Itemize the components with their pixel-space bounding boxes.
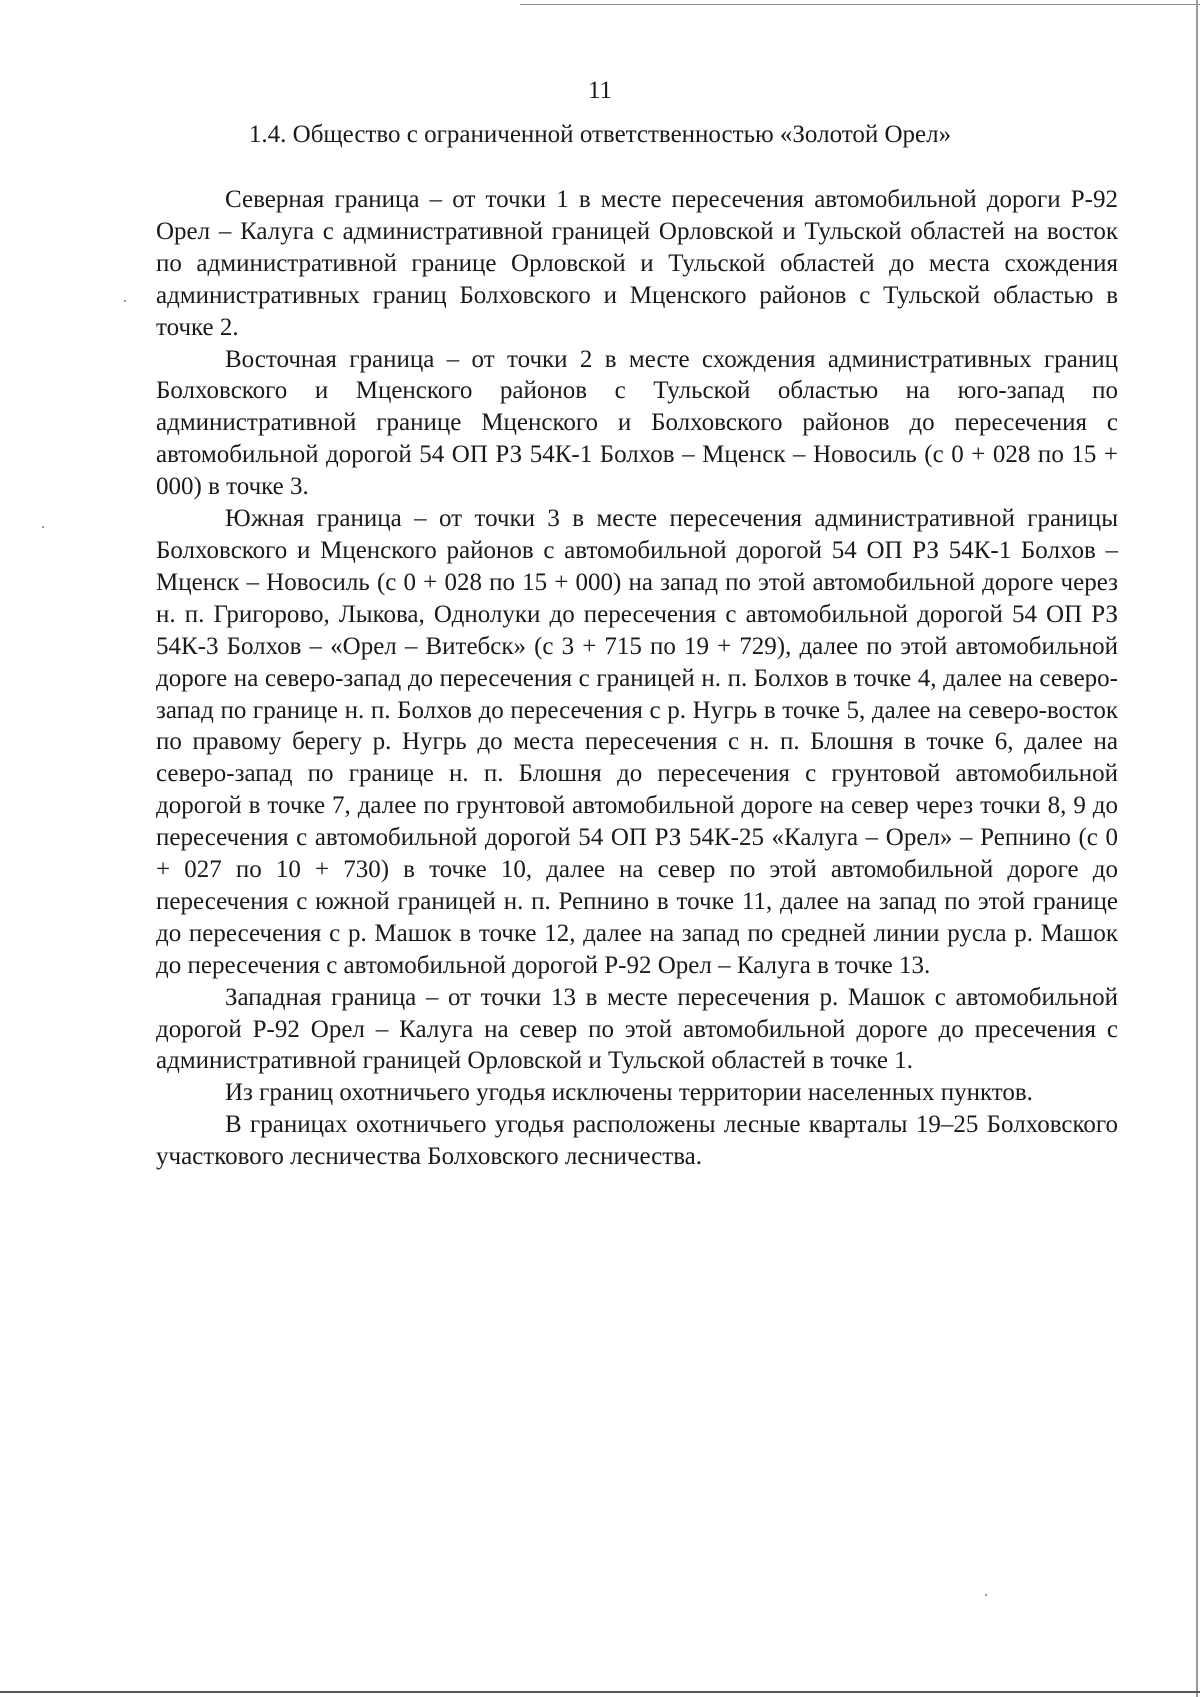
- paragraph-east-boundary: Восточная граница – от точки 2 в месте схождения административных границ Болховского и Мценского районов с Тульской областью на юго-запад по административной границе Мценского и Болховского районов до пересечения с автомобильной дорогой 54 ОП РЗ 54К-1 Болхов – Мценск – Новосиль (с 0 + 028 по 15 + 000) в точке 3.: [156, 345, 1118, 501]
- scan-edge-bottom: [0, 1691, 1200, 1693]
- paragraph-north-boundary: Северная граница – от точки 1 в месте пересечения автомобильной дороги Р-92 Орел – Калуга с административной границей Орловской и Тульской областей на восток по административной границе Орловской и Тульской областей до места схождения административных границ Болховского и Мценского районов с Тульской областью в точке 2.: [156, 186, 1118, 341]
- document-body: [156, 184, 1118, 1173]
- scan-edge-top: [520, 4, 1200, 5]
- scan-speck: [985, 1594, 987, 1596]
- paragraph-exclusions: Из границ охотничьего угодья исключены территории населенных пунктов.: [225, 1079, 1033, 1107]
- page-number: 11: [587, 77, 613, 104]
- paragraph-west-boundary: Западная граница – от точки 13 в месте пересечения р. Машок с автомобильной дорогой Р-92 Орел – Калуга на север по этой автомобильной дороге до пресечения с административной границей Орловской и Тульской областей в точке 1.: [156, 983, 1118, 1075]
- scan-edge-right: [1196, 0, 1198, 1697]
- section-heading: 1.4. Общество с ограниченной ответственностью «Золотой Орел»: [248, 121, 952, 148]
- scan-speck: [42, 526, 44, 528]
- paragraph-forest-quarters: В границах охотничьего угодья расположены лесные кварталы 19–25 Болховского участкового лесничества Болховского лесничества.: [156, 1111, 1118, 1171]
- scan-speck: [124, 300, 126, 302]
- paragraph-south-boundary: Южная граница – от точки 3 в месте пересечения административной границы Болховского и Мценского районов с автомобильной дорогой 54 ОП РЗ 54К-1 Болхов – Мценск – Новосиль (с 0 + 028 по 15 + 000) на запад по этой автомобильной дороге через н. п. Григорово, Лыкова, Однолуки до пересечения с автомобильной дорогой 54 ОП РЗ 54К-3 Болхов – «Орел – Витебск» (с 3 + 715 по 19 + 729), далее по этой автомобильной дороге на северо-запад до пересечения с границей н. п. Болхов в точке 4, далее на северо-запад по границе н. п. Болхов до пересечения с р. Нугрь в точке 5, далее на северо-восток по правому берегу р. Нугрь до места пересечения с н. п. Блошня в точке 6, далее на северо-запад по границе н. п. Блошня до пересечения с грунтовой автомобильной дорогой в точке 7, далее по грунтовой автомобильной дороге на север через точки 8, 9 до пересечения с автомобильной дорогой 54 ОП РЗ 54К-25 «Калуга – Орел» – Репнино (с 0 + 027 по 10 + 730) в точке 10, далее на север по этой автомобильной дороге до пересечения с южной границей н. п. Репнино в точке 11, далее на запад по этой границе до пересечения с р. Машок в точке 12, далее на запад по средней линии русла р. Машок до пересечения с автомобильной дорогой Р-92 Орел – Калуга в точке 13.: [156, 505, 1118, 979]
